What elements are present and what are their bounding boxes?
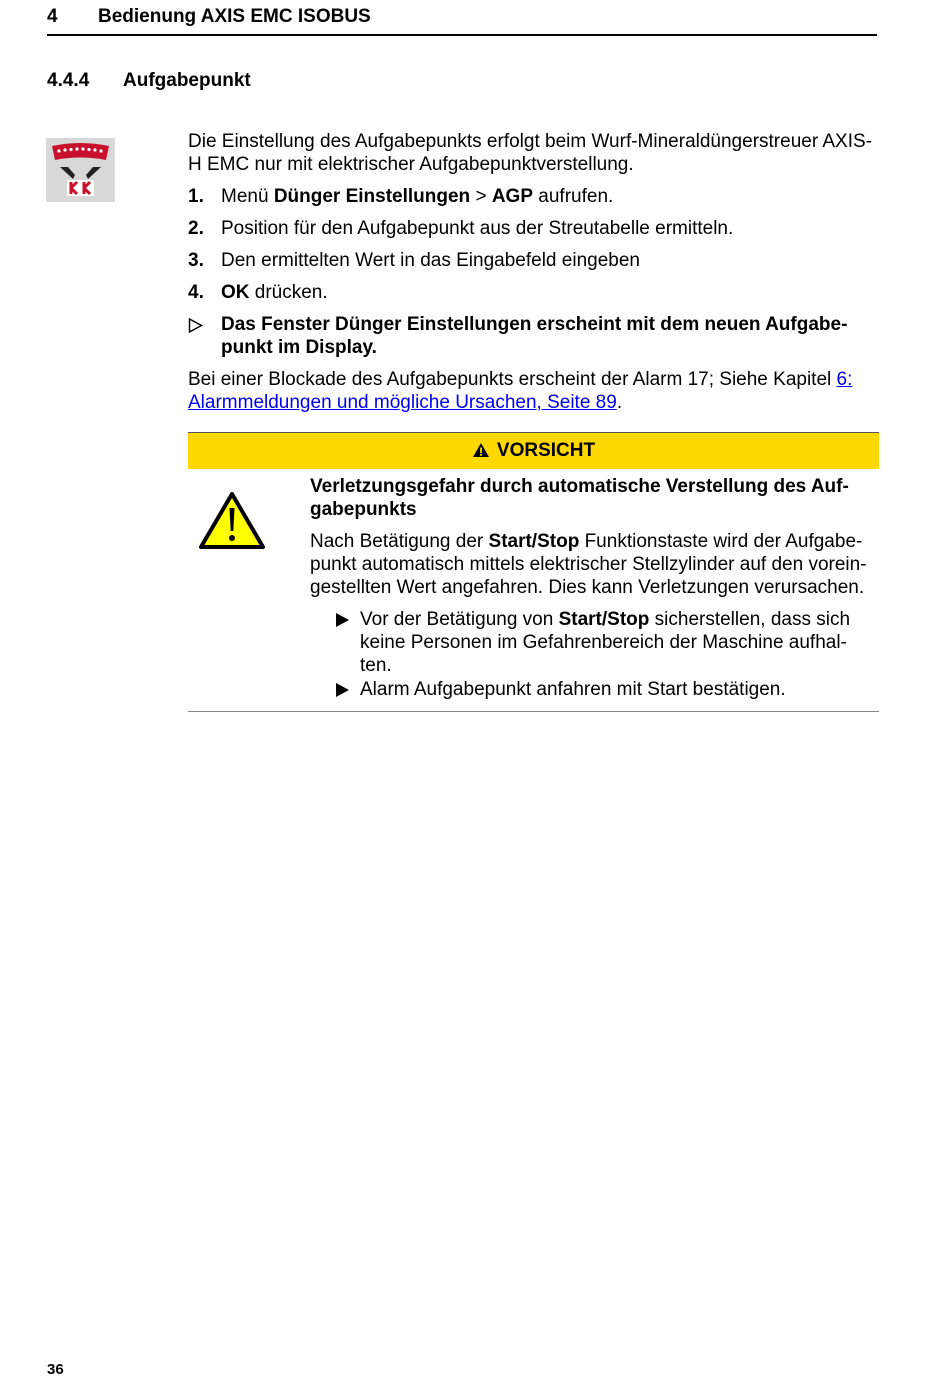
chapter-title: Bedienung AXIS EMC ISOBUS [98, 6, 371, 27]
step-separator: > [470, 186, 492, 207]
menu-item-agp: AGP [491, 186, 534, 207]
caution-body [188, 469, 879, 712]
section-heading [47, 70, 251, 92]
fertilizer-spreader-menu-icon [46, 138, 115, 202]
instruction-block [188, 130, 878, 414]
step-text: drücken. [249, 282, 328, 303]
step-number: 3. [188, 250, 204, 271]
caution-body-pre: Nach Betätigung der [310, 531, 489, 552]
action-text: Vor der Betätigung von [360, 609, 559, 630]
caution-actions [310, 608, 876, 701]
caution-body-post: Funktionstaste wird der Aufgabe-punkt automatisch mittels elektrischer Stellzylinder auf den vorein-gestellten Wert angefahren. Dies kann Verletzungen verursachen. [310, 531, 867, 598]
ok-key: OK [221, 282, 250, 303]
caution-label: VORSICHT [496, 440, 596, 461]
caution-box [188, 432, 879, 712]
list-item [188, 281, 878, 304]
result-line [188, 313, 878, 359]
step-text: Menü [221, 186, 274, 207]
page-number: 36 [47, 1361, 64, 1378]
note-pre: Bei einer Blockade des Aufgabepunkts erscheint der Alarm 17; Siehe Kapitel [188, 369, 837, 390]
step-number: 2. [188, 218, 204, 239]
result-text: Das Fenster Dünger Einstellungen erscheint mit dem neuen Aufgabe-punkt im Display. [221, 314, 848, 358]
action-text: Alarm Aufgabepunkt anfahren mit Start bestätigen. [360, 679, 786, 700]
list-item [310, 608, 876, 677]
start-stop-key: Start/Stop [558, 609, 650, 630]
caution-text [310, 475, 876, 702]
list-item [188, 249, 878, 272]
action-text: sicherstellen, dass sich keine Personen im Gefahrenbereich der Maschine aufhal-ten. [360, 609, 851, 676]
list-item [188, 217, 878, 240]
note-post: . [616, 392, 623, 413]
note-text [188, 368, 878, 414]
step-number: 1. [188, 186, 204, 207]
step-number: 4. [188, 282, 204, 303]
step-text: Position für den Aufgabepunkt aus der Streutabelle ermitteln. [221, 218, 734, 239]
caution-description [310, 530, 876, 599]
page-header [47, 4, 877, 36]
section-number: 4.4.4 [47, 70, 90, 91]
caution-bar [188, 432, 879, 469]
steps-list [188, 185, 878, 304]
step-text: aufrufen. [533, 186, 614, 207]
intro-text: Die Einstellung des Aufgabepunkts erfolgt beim Wurf-Mineraldüngerstreuer AXIS-H EMC nur mit elektrischer Aufgabepunktverstellung. [188, 131, 873, 175]
menu-name: Dünger Einstellungen [273, 186, 471, 207]
warning-small-icon [472, 442, 490, 458]
list-item [188, 185, 878, 208]
start-stop-key: Start/Stop [488, 531, 580, 552]
action-arrow-icon [335, 613, 349, 627]
action-arrow-icon [335, 683, 349, 697]
step-text: Den ermittelten Wert in das Eingabefeld eingeben [221, 250, 640, 271]
warning-triangle-icon [198, 491, 266, 551]
section-title: Aufgabepunkt [123, 70, 251, 91]
list-item [310, 678, 876, 701]
caution-heading: Verletzungsgefahr durch automatische Verstellung des Auf-gabepunkts [310, 476, 849, 520]
chapter-number: 4 [47, 6, 58, 27]
result-triangle-icon [188, 318, 203, 333]
chapter-link[interactable]: 6: Alarmmeldungen und mögliche Ursachen, Seite 89 [188, 369, 853, 413]
